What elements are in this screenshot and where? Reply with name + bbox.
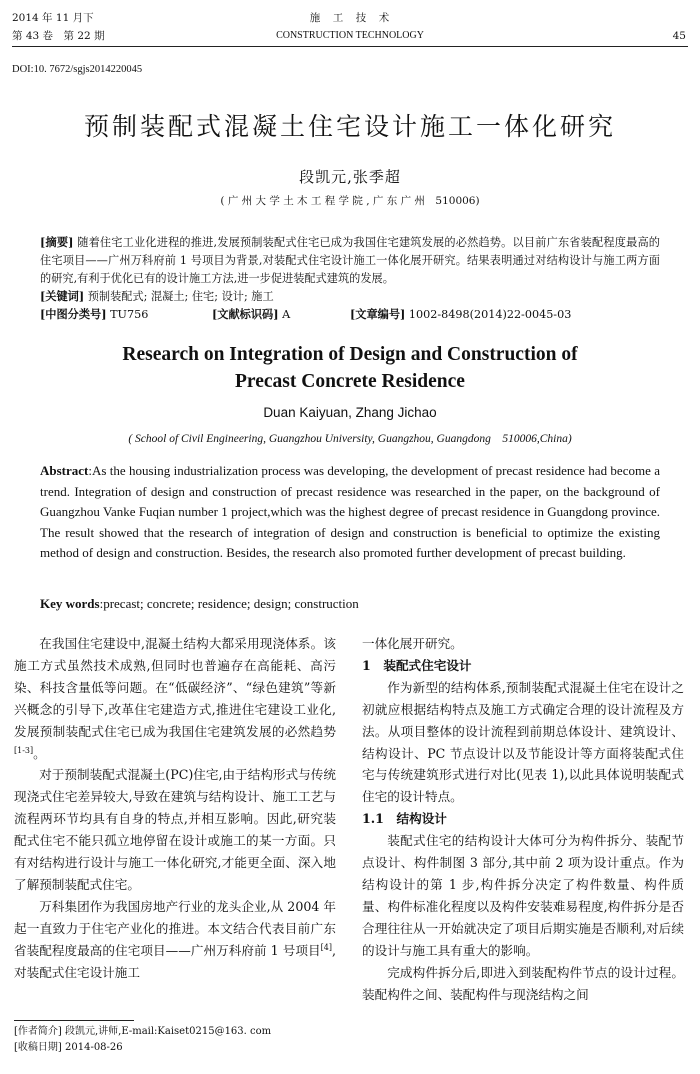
header-volume: 第 43 卷 第 22 期 <box>12 30 105 42</box>
footnote-author-label: [作者简介] <box>14 1026 62 1037</box>
header-date: 2014 年 11 月下 <box>12 12 94 24</box>
footnote-received <box>14 1041 123 1055</box>
title-en-line1: Research on Integration of Design and Construction of <box>122 344 578 365</box>
left-column <box>14 633 336 984</box>
authors-cn: 段凯元,张季超 <box>299 168 401 186</box>
keywords-en <box>40 594 660 615</box>
left-p3-text: 万科集团作为我国房地产行业的龙头企业,从 2004 年起一直致力于住宅产业化的推进。本文结合代表目前广东省装配程度最高的住宅项目——广州万科府前 1 号项目 <box>14 898 336 958</box>
left-p1-end: 。 <box>33 745 46 761</box>
authors-en: Duan Kaiyuan, Zhang Jichao <box>263 405 437 420</box>
abstract-en-text: :As the housing industrialization process was developing, the development of precast residence had become a trend. Integration of design and construction of precast residence was researched in the paper, on the background of Guangzhou Vanke Fuqian number 1 project,which was the highest degree of precast residence in Guangdong province. The result showed that the research of integration of design and construction is beneficial to optimize the existing method of design and construction. Besides, the research also promoted further development of precast building. <box>40 463 660 560</box>
keywords-cn-text: 预制装配式; 混凝土; 住宅; 设计; 施工 <box>84 290 274 303</box>
doccode-value: A <box>278 308 291 321</box>
right-paragraph-1: 作为新型的结构体系,预制装配式混凝土住宅在设计之初就应根据结构特点及施工方式确定合理的设计流程及方法。从项目整体的设计流程到前期总体设计、建筑设计、结构设计、PC 节点设计以及节能设计等方面将装配式住宅与传统建筑形式进行对比(见表 1),以此具体说明装配式住宅的设计特点。 <box>362 679 684 805</box>
abstract-en <box>40 461 660 564</box>
affiliation-cn: ( 广 州 大 学 土 木 工 程 学 院 , 广 东 广 州 510006) <box>220 195 480 207</box>
abstract-cn-text: 随着住宅工业化进程的推进,发展预制装配式住宅已成为我国住宅建筑发展的必然趋势。以目前广东省装配程度最高的住宅项目——广州万科府前 1 号项目为背景,对装配式住宅设计施工一体化展开研究。结果表明通过对结构设计与施工两方面的研究,有利于优化已有的设计施工方法,进一步促进装配式建筑的发展。 <box>40 236 660 285</box>
ref-1-3: [1-3] <box>14 745 34 755</box>
keywords-cn-label: [关键词] <box>40 289 85 303</box>
left-paragraph-2: 对于预制装配式混凝土(PC)住宅,由于结构形式与传统现浇式住宅差异较大,导致在建筑与结构设计、施工工艺与流程两环节均具有自身的特点,并相互影响。因此,研究装配式住宅不能只孤立地停留在设计或施工的某一方面。只有对结构进行设计与施工一体化研究,才能更全面、深入地了解预制装配式住宅。 <box>14 767 336 892</box>
title-en-line2: Precast Concrete Residence <box>235 371 465 392</box>
section-heading-1: 1 装配式住宅设计 <box>362 657 472 673</box>
doi: DOI:10. 7672/sgjs2014220045 <box>12 64 143 75</box>
artno-value: 1002-8498(2014)22-0045-03 <box>405 308 572 321</box>
doccode-label: [文献标识码] <box>212 307 279 321</box>
left-p3-end: ,对装配式住宅设计施工 <box>14 942 336 980</box>
keywords-en-label: Key words <box>40 596 100 611</box>
right-paragraph-3: 完成构件拆分后,即进入到装配构件节点的设计过程。装配构件之间、装配构件与现浇结构之间 <box>362 964 684 1002</box>
footnote-author-text: 段凯元,讲师,E-mail:Kaiset0215@163. com <box>61 1026 272 1037</box>
keywords-en-text: :precast; concrete; residence; design; construction <box>99 596 359 611</box>
header-rule <box>12 46 688 47</box>
abstract-en-label: Abstract <box>40 463 89 478</box>
footnote-author <box>14 1025 271 1039</box>
header-journal-cn: 施 工 技 术 <box>309 12 391 24</box>
left-p1-text: 在我国住宅建设中,混凝土结构大都采用现浇体系。该施工方式虽然技术成熟,但同时也普遍存在高能耗、高污染、科技含量低等问题。在“低碳经济”、“绿色建筑”等新兴概念的引导下,改革住宅建造方式,推进住宅建设工业化,发展预制装配式住宅已成为我国住宅建筑发展的必然趋势 <box>14 636 336 739</box>
right-column <box>362 633 684 1005</box>
section-heading-1-1: 1.1 结构设计 <box>362 811 447 827</box>
artno-label: [文章编号] <box>350 307 406 321</box>
affiliation-en: ( School of Civil Engineering, Guangzhou University, Guangzhou, Guangdong 510006,China) <box>128 433 572 445</box>
abstract-cn-label: [摘要] <box>40 235 74 249</box>
left-paragraph-3 <box>14 896 336 984</box>
right-paragraph-2: 装配式住宅的结构设计大体可分为构件拆分、装配节点设计、构件制图 3 部分,其中前 2 项为设计重点。作为结构设计的第 1 步,构件拆分决定了构件数量、构件质量、构件标准化程度以及构件安装难易程度,构件拆分是否合理往往从一开始就决定了项目后期实施是否顺利,对后续的设计与施工具有重大的影响。 <box>362 833 684 958</box>
clc-label: [中图分类号] <box>40 307 107 321</box>
keywords-cn <box>40 287 660 306</box>
header-journal-en: CONSTRUCTION TECHNOLOGY <box>276 30 424 41</box>
footnote-received-label: [收稿日期] <box>14 1042 62 1053</box>
right-continuation: 一体化展开研究。 <box>362 636 463 651</box>
footnote-received-text: 2014-08-26 <box>61 1042 123 1053</box>
left-paragraph-1 <box>14 633 336 764</box>
abstract-cn <box>40 233 660 288</box>
clc-value: TU756 <box>106 308 149 321</box>
footnote-rule <box>14 1020 134 1021</box>
title-cn: 预制装配式混凝土住宅设计施工一体化研究 <box>83 112 616 141</box>
ref-4: [4] <box>320 942 332 952</box>
page-number: 45 <box>672 30 686 42</box>
